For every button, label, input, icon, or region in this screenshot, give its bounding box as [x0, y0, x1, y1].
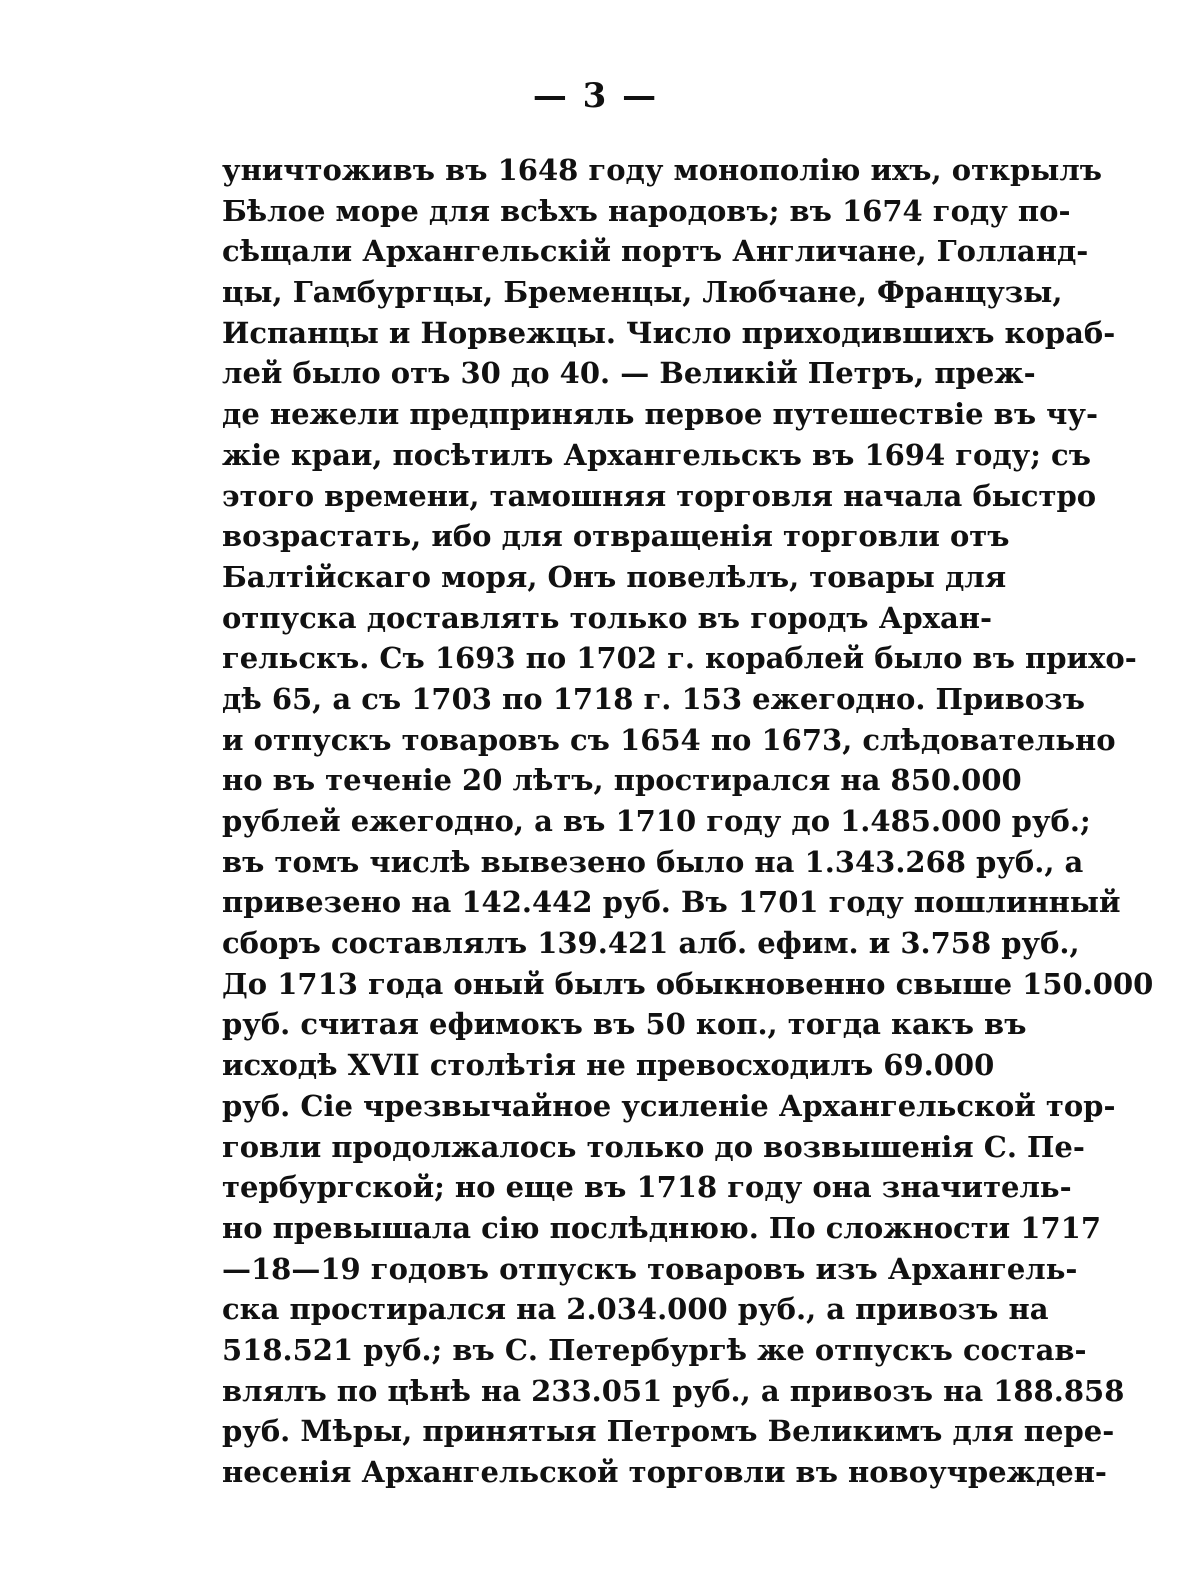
text-line: руб. Мѣры, принятыя Петромъ Великимъ для пере- [222, 1414, 1115, 1449]
text-line: Бѣлое море для всѣхъ народовъ; въ 1674 году по- [222, 193, 1071, 228]
text-line: исходѣ XVII столѣтія не превосходилъ 69.000 [222, 1048, 995, 1083]
text-line: возрастать, ибо для отвращенія торговли отъ [222, 519, 1010, 554]
text-line: дѣ 65, а съ 1703 по 1718 г. 153 ежегодно. Привозъ [222, 681, 1085, 716]
text-line: ска простирался на 2.034.000 руб., а привозъ на [222, 1292, 1049, 1327]
text-line: де нежели предприняль первое путешествіе въ чу- [222, 397, 1098, 432]
text-line: уничтоживъ въ 1648 году монополію ихъ, открылъ [222, 153, 1103, 187]
text-line: этого времени, тамошняя торговля начала быстро [222, 478, 1097, 513]
text-line: привезено на 142.442 руб. Въ 1701 году пошлинный [222, 885, 1121, 920]
text-line: гельскъ. Съ 1693 по 1702 г. кораблей было въ прихо- [222, 641, 1137, 676]
page-number: — 3 — [532, 76, 659, 116]
text-line: До 1713 года оный былъ обыкновенно свыше 150.000 [222, 966, 1154, 1001]
text-line: но въ теченіе 20 лѣтъ, простирался на 850.000 [222, 763, 1022, 798]
text-line: сборъ составлялъ 139.421 алб. ефим. и 3.758 руб., [222, 926, 1080, 961]
text-line: но превышала сію послѣднюю. По сложности 1717 [222, 1210, 1101, 1245]
text-line: и отпускъ товаровъ съ 1654 по 1673, слѣдовательно [222, 722, 1116, 757]
text-line: руб. считая ефимокъ въ 50 коп., тогда какъ въ [222, 1007, 1027, 1042]
text-line: цы, Гамбургцы, Бременцы, Любчане, Французы, [222, 275, 1063, 310]
text-line: отпуска доставлять только въ городъ Архан- [222, 600, 992, 635]
body-text [222, 150, 1154, 1493]
text-line: говли продолжалось только до возвышенія С. Пе- [222, 1129, 1085, 1164]
text-line: 518.521 руб.; въ С. Петербургѣ же отпускъ состав- [222, 1332, 1087, 1367]
text-line: влялъ по цѣнѣ на 233.051 руб., а привозъ на 188.858 [222, 1373, 1125, 1408]
text-line: сѣщали Архангельскій портъ Англичане, Голланд- [222, 234, 1089, 269]
text-line: въ томъ числѣ вывезено было на 1.343.268 руб., а [222, 844, 1084, 879]
text-line: жіе краи, посѣтилъ Архангельскъ въ 1694 году; съ [222, 437, 1091, 472]
text-line: —18—19 годовъ отпускъ товаровъ изъ Архангель- [222, 1251, 1078, 1286]
text-line: лей было отъ 30 до 40. — Великій Петръ, преж- [222, 356, 1036, 391]
text-line: руб. Сіе чрезвычайное усиленіе Архангельской тор- [222, 1088, 1116, 1123]
text-line: тербургской; но еще въ 1718 году она значитель- [222, 1170, 1072, 1205]
text-line: Испанцы и Норвежцы. Число приходившихъ кораб- [222, 315, 1116, 350]
text-line: несенія Архангельской торговли въ новоучрежден- [222, 1455, 1107, 1489]
text-line: Балтійскаго моря, Онъ повелѣлъ, товары для [222, 559, 1007, 594]
text-line: рублей ежегодно, а въ 1710 году до 1.485.000 руб.; [222, 804, 1091, 838]
